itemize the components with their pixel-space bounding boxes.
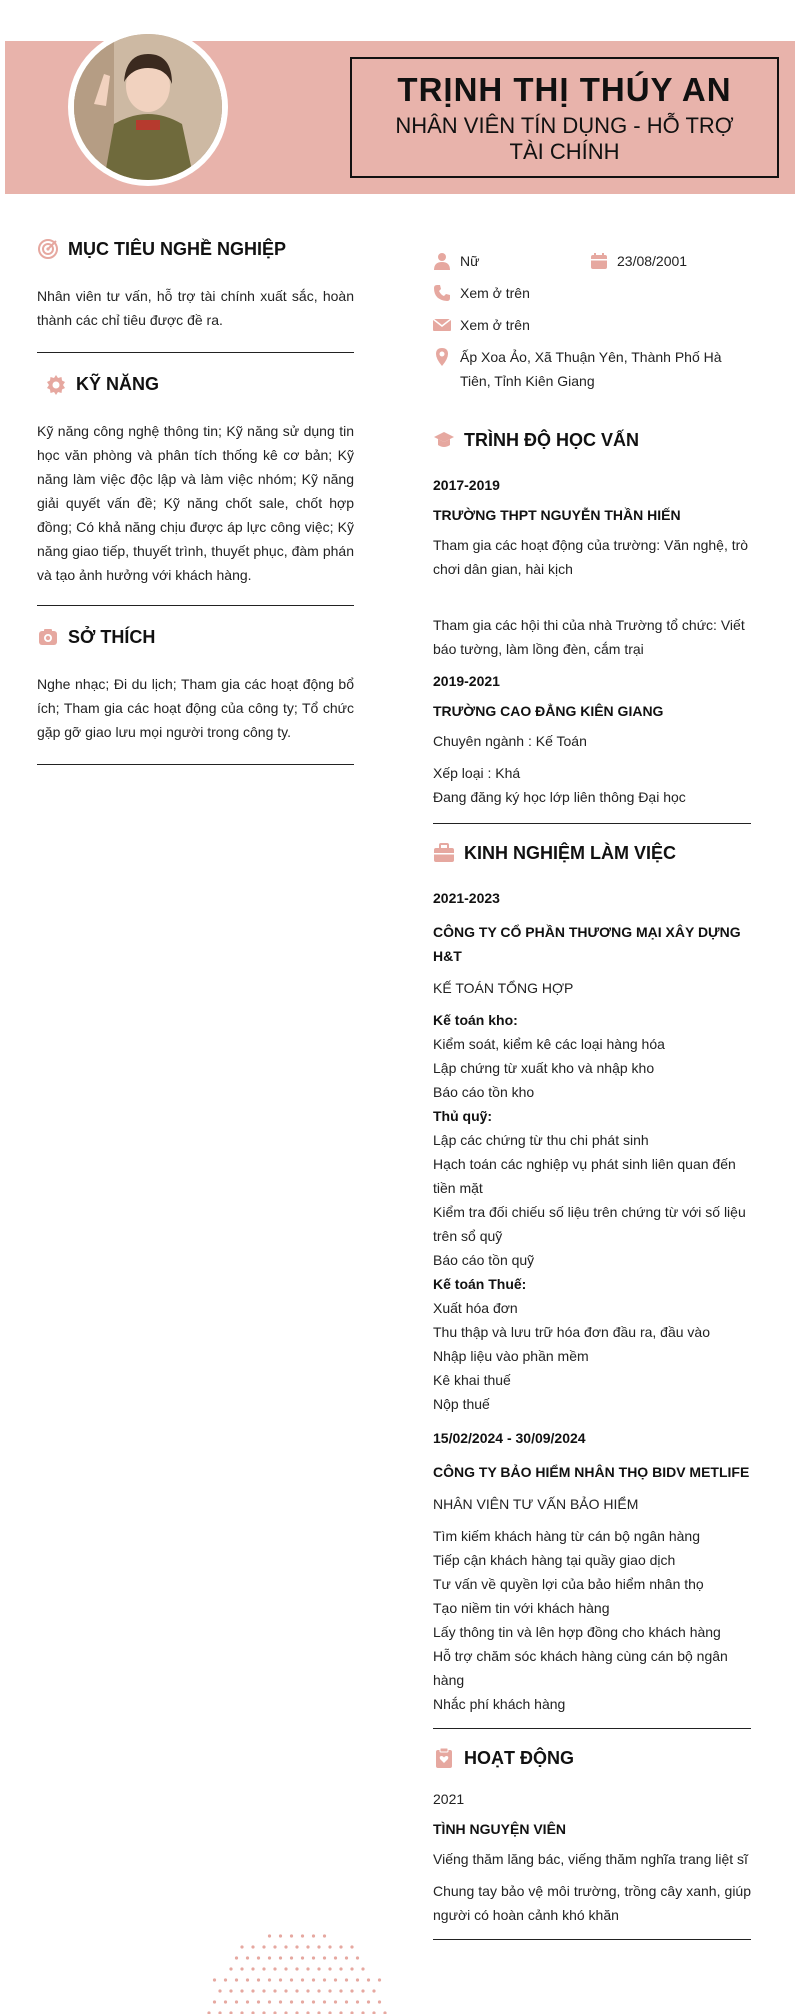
decor-dot — [279, 1956, 282, 1959]
decor-dot — [262, 1967, 265, 1970]
decor-dot — [301, 1978, 304, 1981]
decor-dot — [306, 1945, 309, 1948]
decor-dot — [312, 2000, 315, 2003]
divider — [433, 1939, 751, 1940]
decor-dot — [295, 1989, 298, 1992]
decorative-dots — [205, 1930, 390, 2014]
decor-dot — [284, 1989, 287, 1992]
duty-item: Kê khai thuế — [433, 1372, 511, 1388]
skills-title: KỸ NĂNG — [76, 373, 160, 394]
decor-dot — [235, 2000, 238, 2003]
edu-detail: Tham gia các hội thi của nhà Trường tổ chức: Viết báo tường, làm lồng đèn, cắm trại — [433, 617, 745, 657]
decor-dot — [317, 1967, 320, 1970]
decor-dot — [251, 1967, 254, 1970]
duty-heading: Thủ quỹ: — [433, 1108, 493, 1124]
duty-item: Hỗ trợ chăm sóc khách hàng cùng cán bộ ngân hàng — [433, 1648, 728, 1688]
divider — [433, 1728, 751, 1729]
decor-dot — [345, 2000, 348, 2003]
decor-dot — [367, 1978, 370, 1981]
right-column — [433, 245, 751, 1940]
duty-item: Tư vấn về quyền lợi của bảo hiểm nhân thọ — [433, 1576, 704, 1592]
person-icon — [433, 252, 451, 270]
duty-item: Báo cáo tồn kho — [433, 1084, 535, 1100]
decor-dot — [290, 1956, 293, 1959]
job-company: CÔNG TY CỔ PHẦN THƯƠNG MẠI XÂY DỰNG H&T — [433, 924, 741, 964]
decor-dot — [257, 1956, 260, 1959]
decor-dot — [268, 1934, 271, 1937]
edu-detail: Đang đăng ký học lớp liên thông Đại học — [433, 789, 686, 805]
briefcase-icon — [433, 842, 455, 864]
decor-dot — [251, 1989, 254, 1992]
map-pin-icon — [433, 348, 451, 366]
decor-dot — [273, 1967, 276, 1970]
birthday: 23/08/2001 — [617, 253, 688, 269]
duty-item: Lập chứng từ xuất kho và nhập kho — [433, 1060, 655, 1076]
divider — [37, 764, 354, 765]
decor-dot — [218, 1989, 221, 1992]
decor-dot — [273, 1945, 276, 1948]
decor-dot — [235, 1956, 238, 1959]
activity-year: 2021 — [433, 1791, 465, 1807]
decor-dot — [246, 1978, 249, 1981]
decor-dot — [317, 1945, 320, 1948]
duty-heading: Kế toán Thuế: — [433, 1276, 527, 1292]
duty-item: Lập các chứng từ thu chi phát sinh — [433, 1132, 649, 1148]
duty-item: Nhập liệu vào phần mềm — [433, 1348, 589, 1364]
decor-dot — [213, 1978, 216, 1981]
decor-dot — [339, 1989, 342, 1992]
decor-dot — [312, 1978, 315, 1981]
decor-dot — [367, 2000, 370, 2003]
decor-dot — [339, 1967, 342, 1970]
decor-dot — [345, 1978, 348, 1981]
decor-dot — [268, 1978, 271, 1981]
decor-dot — [235, 1978, 238, 1981]
divider — [37, 352, 354, 353]
decor-dot — [295, 1967, 298, 1970]
activity-item: Chung tay bảo vệ môi trường, trồng cây xanh, giúp người có hoàn cảnh khó khăn — [433, 1883, 751, 1923]
duty-item: Tìm kiếm khách hàng từ cán bộ ngân hàng — [433, 1528, 700, 1544]
decor-dot — [224, 2000, 227, 2003]
email-row — [433, 309, 751, 341]
decor-dot — [312, 1934, 315, 1937]
job-company: CÔNG TY BẢO HIỂM NHÂN THỌ BIDV METLIFE — [433, 1464, 750, 1480]
decor-dot — [361, 1989, 364, 1992]
edu-school: TRƯỜNG CAO ĐẲNG KIÊN GIANG — [433, 703, 664, 719]
duty-item: Kiểm tra đối chiếu số liệu trên chứng từ với số liệu trên sổ quỹ — [433, 1204, 746, 1244]
duty-item: Tiếp cận khách hàng tại quầy giao dịch — [433, 1552, 676, 1568]
camera-icon — [37, 626, 59, 648]
name-box — [350, 57, 779, 178]
hobbies-text: Nghe nhạc; Đi du lịch; Tham gia các hoạt động bổ ích; Tham gia các hoạt động của công ty; Tổ chức gặp gỡ giao lưu mọi người trong công ty. — [37, 676, 354, 740]
decor-dot — [334, 2000, 337, 2003]
decor-dot — [317, 1989, 320, 1992]
hobbies-heading — [37, 622, 354, 652]
decor-dot — [356, 2000, 359, 2003]
activity-org: TÌNH NGUYỆN VIÊN — [433, 1821, 567, 1837]
phone-icon — [433, 284, 451, 302]
duty-item: Thu thập và lưu trữ hóa đơn đầu ra, đầu vào — [433, 1324, 710, 1340]
edu-period: 2017-2019 — [433, 477, 500, 493]
job-duties — [433, 1008, 751, 1416]
decor-dot — [378, 1978, 381, 1981]
job-role: NHÂN VIÊN TƯ VẤN BẢO HIỂM — [433, 1496, 639, 1512]
objective-title: MỤC TIÊU NGHỀ NGHIỆP — [68, 238, 287, 259]
decor-dot — [251, 1945, 254, 1948]
decor-dot — [213, 2000, 216, 2003]
experience-title: KINH NGHIỆM LÀM VIỆC — [464, 842, 677, 863]
duty-item: Hạch toán các nghiệp vụ phát sinh liên quan đến tiền mặt — [433, 1156, 736, 1196]
gender: Nữ — [460, 253, 480, 269]
education-title: TRÌNH ĐỘ HỌC VẤN — [464, 429, 639, 450]
decor-dot — [328, 1989, 331, 1992]
decor-dot — [301, 1956, 304, 1959]
left-column — [37, 234, 354, 765]
decor-dot — [328, 1967, 331, 1970]
edu-detail: Xếp loại : Khá — [433, 765, 521, 781]
decor-dot — [224, 1978, 227, 1981]
decor-dot — [323, 1956, 326, 1959]
decor-dot — [345, 1956, 348, 1959]
decor-dot — [240, 1945, 243, 1948]
decor-dot — [306, 1989, 309, 1992]
full-name: TRỊNH THỊ THÚY AN — [397, 71, 732, 108]
decor-dot — [229, 1989, 232, 1992]
edu-detail: Tham gia các hoạt động của trường: Văn nghệ, trò chơi dân gian, hài kịch — [433, 537, 749, 577]
edu-detail: Chuyên ngành : Kế Toán — [433, 733, 587, 749]
job-role: KẾ TOÁN TỔNG HỢP — [433, 980, 574, 996]
gender-birthday-row — [433, 245, 751, 277]
duty-item: Tạo niềm tin với khách hàng — [433, 1600, 610, 1616]
decor-dot — [356, 1978, 359, 1981]
duty-item: Báo cáo tồn quỹ — [433, 1252, 535, 1268]
decor-dot — [279, 2000, 282, 2003]
phone: Xem ở trên — [460, 285, 530, 301]
duty-item: Nộp thuế — [433, 1396, 490, 1412]
decor-dot — [257, 1978, 260, 1981]
decor-dot — [295, 1945, 298, 1948]
divider — [37, 605, 354, 606]
duty-heading: Kế toán kho: — [433, 1012, 518, 1028]
decor-dot — [350, 1967, 353, 1970]
avatar — [68, 28, 228, 186]
job-period: 15/02/2024 - 30/09/2024 — [433, 1430, 586, 1446]
decor-dot — [290, 2000, 293, 2003]
experience-heading — [433, 838, 751, 868]
address: Ấp Xoa Ảo, Xã Thuận Yên, Thành Phố Hà Tiên, Tỉnh Kiên Giang — [460, 349, 722, 389]
envelope-icon — [433, 316, 451, 334]
decor-dot — [240, 1989, 243, 1992]
decor-dot — [361, 1967, 364, 1970]
decor-dot — [262, 1989, 265, 1992]
decor-dot — [279, 1978, 282, 1981]
decor-dot — [246, 2000, 249, 2003]
duty-item: Kiểm soát, kiểm kê các loại hàng hóa — [433, 1036, 665, 1052]
skills-text: Kỹ năng công nghệ thông tin; Kỹ năng sử dụng tin học văn phòng và phân tích thống kê cơ bản; Kỹ năng làm việc độc lập và làm việc nhóm; Kỹ năng giải quyết vấn đề; Kỹ năng chốt sale, chốt hợp đồng; Có khả năng chịu được áp lực công việc; Kỹ năng giao tiếp, thuyết trình, thuyết phục, đàm phán và tạo ảnh hưởng với khách hàng. — [37, 423, 354, 583]
job-duties — [433, 1524, 751, 1716]
gear-icon — [45, 373, 67, 395]
decor-dot — [350, 1989, 353, 1992]
decor-dot — [378, 2000, 381, 2003]
education-heading — [433, 425, 751, 455]
objective-text: Nhân viên tư vấn, hỗ trợ tài chính xuất sắc, hoàn thành các chỉ tiêu được đề ra. — [37, 288, 354, 328]
duty-item: Lấy thông tin và lên hợp đồng cho khách hàng — [433, 1624, 721, 1640]
divider — [433, 823, 751, 824]
phone-row — [433, 277, 751, 309]
calendar-icon — [590, 252, 608, 270]
target-icon — [37, 238, 59, 260]
decor-dot — [323, 1978, 326, 1981]
decor-dot — [372, 1989, 375, 1992]
job-position: NHÂN VIÊN TÍN DỤNG - HỖ TRỢ TÀI CHÍNH — [395, 113, 734, 164]
decor-dot — [262, 1945, 265, 1948]
job-period: 2021-2023 — [433, 890, 500, 906]
decor-dot — [268, 1956, 271, 1959]
decor-dot — [301, 2000, 304, 2003]
decor-dot — [312, 1956, 315, 1959]
decor-dot — [268, 2000, 271, 2003]
profile-photo — [74, 34, 222, 180]
activities-heading — [433, 1743, 751, 1773]
decor-dot — [273, 1989, 276, 1992]
edu-school: TRƯỜNG THPT NGUYỄN THẦN HIẾN — [433, 507, 681, 523]
decor-dot — [284, 1945, 287, 1948]
decor-dot — [328, 1945, 331, 1948]
decor-dot — [290, 1934, 293, 1937]
decor-dot — [339, 1945, 342, 1948]
decor-dot — [257, 2000, 260, 2003]
decor-dot — [334, 1978, 337, 1981]
skills-heading — [37, 369, 354, 399]
decor-dot — [246, 1956, 249, 1959]
decor-dot — [229, 1967, 232, 1970]
email: Xem ở trên — [460, 317, 530, 333]
graduation-cap-icon — [433, 429, 455, 451]
activities-title: HOẠT ĐỘNG — [464, 1747, 574, 1768]
activity-item: Viếng thăm lăng bác, viếng thăm nghĩa trang liệt sĩ — [433, 1851, 748, 1867]
decor-dot — [334, 1956, 337, 1959]
decor-dot — [290, 1978, 293, 1981]
edu-period: 2019-2021 — [433, 673, 500, 689]
decor-dot — [284, 1967, 287, 1970]
decor-dot — [356, 1956, 359, 1959]
decor-dot — [279, 1934, 282, 1937]
duty-item: Nhắc phí khách hàng — [433, 1696, 566, 1712]
decor-dot — [323, 2000, 326, 2003]
decor-dot — [306, 1967, 309, 1970]
address-row — [433, 345, 751, 393]
hobbies-title: SỞ THÍCH — [68, 626, 156, 647]
decor-dot — [323, 1934, 326, 1937]
decor-dot — [350, 1945, 353, 1948]
decor-dot — [301, 1934, 304, 1937]
heart-clipboard-icon — [433, 1747, 455, 1769]
decor-dot — [240, 1967, 243, 1970]
objective-heading — [37, 234, 354, 264]
duty-item: Xuất hóa đơn — [433, 1300, 518, 1316]
